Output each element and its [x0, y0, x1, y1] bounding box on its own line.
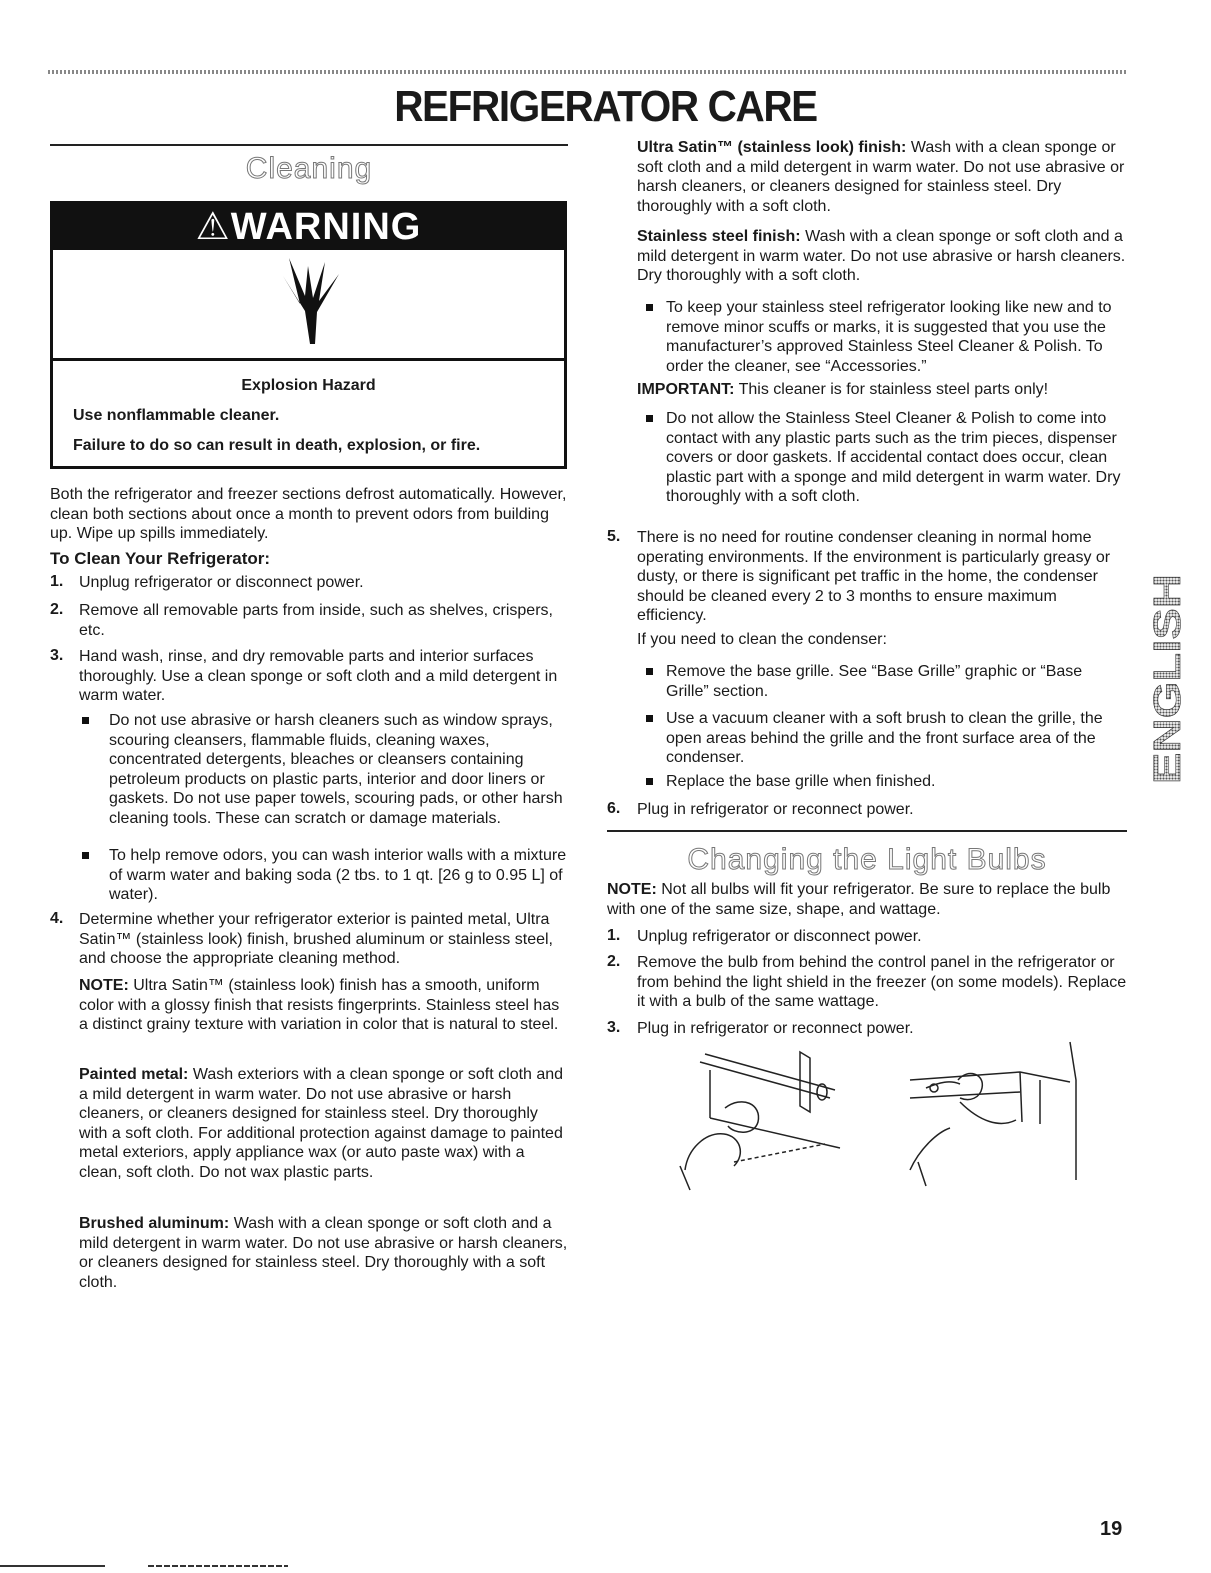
top-dotted-rule	[48, 70, 1128, 74]
section-rule-cleaning	[50, 144, 568, 146]
step-text: Determine whether your refrigerator exterior is painted metal, Ultra Satin™ (stainless look) finish, brushed aluminum or stainless steel, and choose the appropriate cleaning method.	[79, 911, 553, 967]
page-title: REFRIGERATOR CARE	[394, 82, 817, 131]
hazard-title: Explosion Hazard	[241, 377, 376, 394]
page-number: 19	[1100, 1518, 1123, 1540]
hazard-line-2: Failure to do so can result in death, explosion, or fire.	[73, 437, 481, 454]
warning-triangle-icon: ⚠	[195, 206, 231, 248]
bottom-rule	[0, 1565, 105, 1567]
language-side-tab	[1147, 570, 1189, 788]
step-number: 2.	[607, 953, 621, 970]
side-tab-label: ENGLISH	[1147, 615, 1189, 784]
step-number: 4.	[50, 910, 64, 927]
bulb-removal-illustration-refrigerator	[650, 1050, 860, 1190]
bullet-icon	[646, 715, 653, 722]
bulb-removal-illustration-freezer	[890, 1040, 1080, 1190]
bulbs-heading: Changing the Light Bulbs	[687, 843, 1047, 876]
bullet-icon	[646, 778, 653, 785]
bullet-icon	[82, 717, 89, 724]
bullet-text: Use a vacuum cleaner with a soft brush to clean the grille, the open areas behind the grille and the front surface area of the condenser.	[666, 710, 1103, 766]
step-number: 1.	[50, 573, 64, 590]
step-number: 2.	[50, 601, 64, 618]
important-paragraph: IMPORTANT: This cleaner is for stainless steel parts only!	[637, 381, 1049, 398]
step-number: 3.	[50, 647, 64, 664]
note-paragraph: NOTE: Ultra Satin™ (stainless look) finish has a smooth, uniform color with a glossy finish that resists fingerprints. Stainless steel has a distinct grainy texture with variation in color that is natural to steel.	[79, 977, 560, 1033]
bullet-text: Replace the base grille when finished.	[666, 773, 936, 790]
explosion-icon	[275, 256, 345, 346]
bullet-text: To keep your stainless steel refrigerator looking like new and to remove minor scuffs or marks, it is suggested that you use the manufacturer’s approved Stainless Steel Cleaner & Polish. To order the cleaner, see “Accessories.”	[666, 299, 1112, 375]
clean-subheading: To Clean Your Refrigerator:	[50, 549, 271, 568]
brushed-aluminum-paragraph: Brushed aluminum: Wash with a clean sponge or soft cloth and a mild detergent in warm water. Do not use abrasive or harsh cleaners, or cleaners designed for stainless steel. Dry thoroughly with a soft cloth.	[79, 1215, 568, 1291]
step-text: Remove all removable parts from inside, such as shelves, crispers, etc.	[79, 602, 553, 639]
bullet-text: To help remove odors, you can wash interior walls with a mixture of warm water and baking soda (2 tbs. to 1 qt. [26 g to 0.95 L] of water).	[109, 847, 567, 903]
ultra-satin-paragraph: Ultra Satin™ (stainless look) finish: Wash with a clean sponge or soft cloth and a mild detergent in warm water. Do not use abrasive or harsh cleaners, or cleaners designed for stainless steel. Dry thoroughly with a soft cloth.	[637, 139, 1125, 215]
section-rule-bulbs	[607, 830, 1127, 832]
condenser-subtext: If you need to clean the condenser:	[637, 631, 887, 648]
step-number: 5.	[607, 528, 621, 545]
step-number: 3.	[607, 1019, 621, 1036]
step-number: 1.	[607, 927, 621, 944]
step-number: 6.	[607, 800, 621, 817]
bullet-text: Remove the base grille. See “Base Grille” graphic or “Base Grille” section.	[666, 663, 1083, 700]
bulbs-note: NOTE: Not all bulbs will fit your refrigerator. Be sure to replace the bulb with one of the same size, shape, and wattage.	[607, 881, 1111, 918]
step-text: Unplug refrigerator or disconnect power.	[637, 928, 922, 945]
step-text: Plug in refrigerator or reconnect power.	[637, 801, 914, 818]
bullet-icon	[82, 852, 89, 859]
bullet-text: Do not allow the Stainless Steel Cleaner & Polish to come into contact with any plastic parts such as the trim pieces, dispenser covers or door gaskets. If accidental contact does occur, clean plastic part with a sponge and mild detergent in warm water. Dry thoroughly with a soft cloth.	[666, 410, 1121, 505]
stainless-steel-paragraph: Stainless steel finish: Wash with a clean sponge or soft cloth and a mild detergent in warm water. Do not use abrasive or harsh cleaners. Dry thoroughly with a soft cloth.	[637, 228, 1126, 284]
bottom-rule-dashed	[148, 1565, 288, 1567]
hazard-line-1: Use nonflammable cleaner.	[73, 407, 280, 424]
bullet-text: Do not use abrasive or harsh cleaners such as window sprays, scouring cleansers, flammable fluids, cleaning waxes, concentrated detergents, bleaches or cleansers containing petroleum products on plastic parts, interior and door liners or gaskets. Do not use paper towels, scouring pads, or other harsh cleaning tools. These can scratch or damage materials.	[109, 712, 563, 827]
bullet-icon	[646, 304, 653, 311]
cleaning-heading: Cleaning	[245, 152, 373, 185]
bullet-icon	[646, 668, 653, 675]
step-text: There is no need for routine condenser cleaning in normal home operating environments. If the environment is particularly greasy or dusty, or there is significant pet traffic in the home, the condenser should be cleaned every 2 to 3 months to ensure maximum efficiency.	[637, 529, 1111, 624]
warning-box	[50, 201, 567, 469]
step-text: Unplug refrigerator or disconnect power.	[79, 574, 364, 591]
step-text: Plug in refrigerator or reconnect power.	[637, 1020, 914, 1037]
bullet-icon	[646, 415, 653, 422]
step-text: Hand wash, rinse, and dry removable parts and interior surfaces thoroughly. Use a clean sponge or soft cloth and a mild detergent in warm water.	[79, 648, 558, 704]
painted-metal-paragraph: Painted metal: Wash exteriors with a clean sponge or soft cloth and a mild detergent in warm water. Do not use abrasive or harsh cleaners, or cleaners designed for stainless steel. Dry thoroughly with a soft cloth. For additional protection against damage to painted metal exteriors, apply appliance wax (or auto paste wax) with a clean, soft cloth. Do not wax plastic parts.	[79, 1066, 564, 1181]
cleaning-intro: Both the refrigerator and freezer sections defrost automatically. However, clean both sections about once a month to prevent odors from building up. Wipe up spills immediately.	[50, 486, 567, 542]
step-text: Remove the bulb from behind the control panel in the refrigerator or from behind the light shield in the freezer (on some models). Replace it with a bulb of the same wattage.	[637, 954, 1127, 1010]
warning-header: ⚠WARNING	[53, 204, 564, 250]
warning-icon-area	[53, 250, 564, 361]
